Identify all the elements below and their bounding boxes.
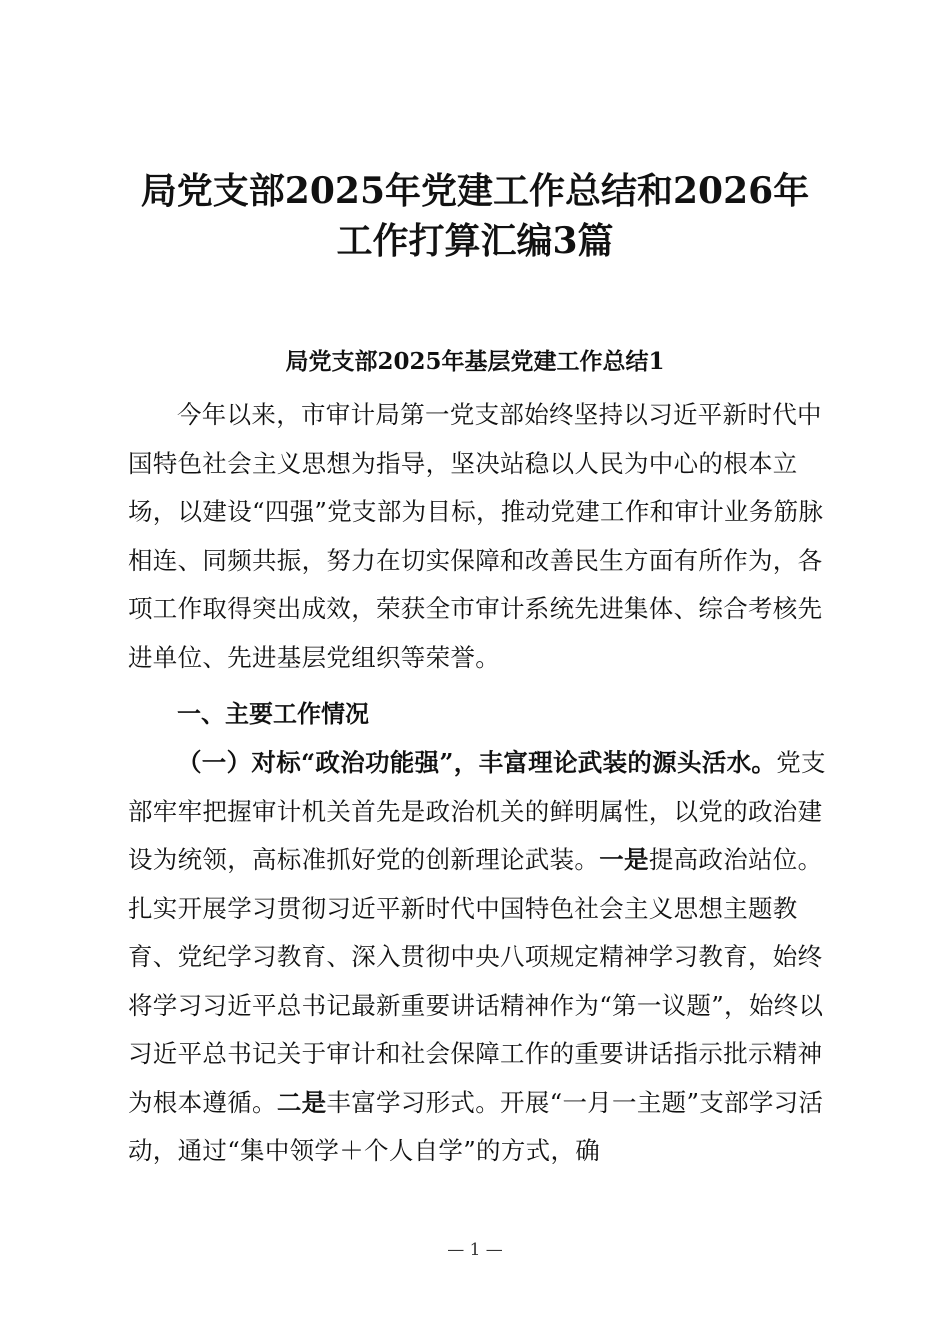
page-number: — 1 — [447, 1240, 503, 1260]
section-subtitle: 局党支部2025年基层党建工作总结1 [285, 348, 665, 375]
point-marker: 一是 [599, 845, 649, 874]
document-title-line-1: 局党支部2025年党建工作总结和2026年 [140, 170, 810, 212]
paragraph-text: 党支部牢牢把握审计机关首先是政治机关的鲜明属性，以党的政治建设为统领，高标准抓好党的创新理论武装。 [128, 748, 826, 874]
body-paragraph [128, 739, 828, 1176]
paragraph-text: 提高政治站位。扎实开展学习贯彻习近平新时代中国特色社会主义思想主题教育、党纪学习教育、深入贯彻中央八项规定精神学习教育，始终将学习习近平总书记最新重要讲话精神作为“第一议题”，始终以习近平总书记关于审计和社会保障工作的重要讲话指示批示精神为根本遵循。 [128, 845, 824, 1117]
section-heading: 一、主要工作情况 [177, 699, 369, 728]
document-title-line-2: 工作打算汇编3篇 [336, 220, 614, 262]
subsection-lead: （一）对标“政治功能强”，丰富理论武装的源头活水。 [177, 748, 777, 777]
point-marker: 二是 [276, 1087, 327, 1117]
intro-paragraph: 今年以来，市审计局第一党支部始终坚持以习近平新时代中国特色社会主义思想为指导，坚决站稳以人民为中心的根本立场，以建设“四强”党支部为目标，推动党建工作和审计业务筋脉相连、同频共振，努力在切实保障和改善民生方面有所作为，各项工作取得突出成效，荣获全市审计系统先进集体、综合考核先进单位、先进基层党组织等荣誉。 [128, 400, 824, 672]
paragraph-text: 丰富学习形式。开展“一月一主题”支部学习活动，通过“集中领学＋个人自学”的方式，确 [128, 1087, 824, 1165]
